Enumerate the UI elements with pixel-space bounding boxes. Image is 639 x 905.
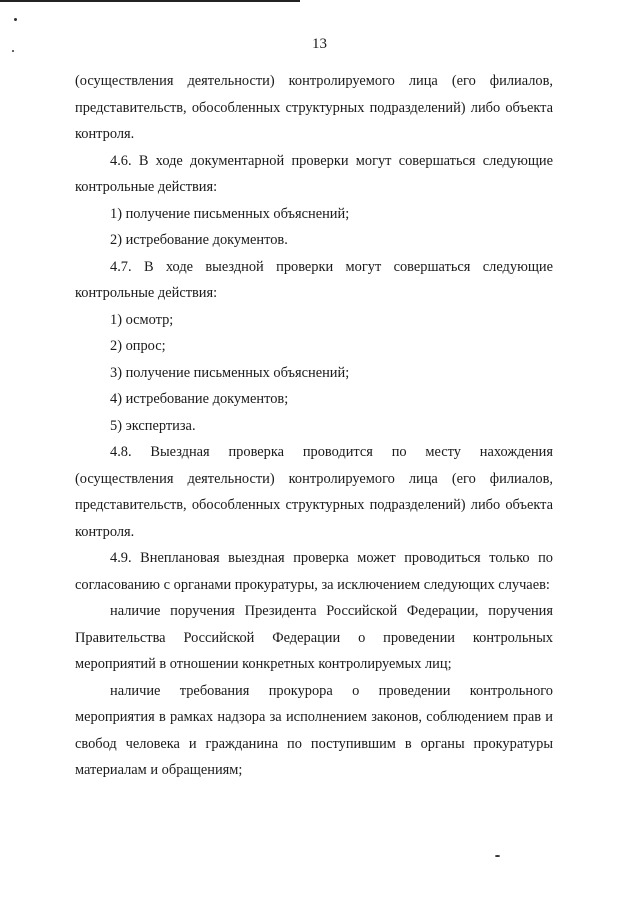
exception-case: наличие требования прокурора о проведении контрольного мероприятия в рамках надзора за исполнением законов, соблюдением прав и свобод человека и гражданина по поступившим в органы прокуратуры материалам и обращениям; — [75, 682, 553, 778]
list-item: 1) осмотр; — [110, 311, 174, 328]
paragraph-continuation: (осуществления деятельности) контролируемого лица (его филиалов, представительств, обособленных структурных подразделений) либо объекта контроля. — [75, 73, 553, 142]
scan-speck — [14, 18, 17, 21]
paragraph-4-6: 4.6. В ходе документарной проверки могут совершаться следующие контрольные действия: — [75, 152, 553, 195]
list-item: 4) истребование документов; — [110, 391, 289, 407]
list-item: 2) истребование документов. — [110, 232, 288, 248]
list-item: 3) получение письменных объяснений; — [110, 364, 350, 381]
top-edge-rule — [0, 0, 300, 2]
paragraph-4-7: 4.7. В ходе выездной проверки могут совершаться следующие контрольные действия: — [75, 258, 553, 301]
list-item: 5) экспертиза. — [110, 417, 196, 434]
paragraph-4-9: 4.9. Внеплановая выездная проверка может проводиться только по согласованию с органами прокуратуры, за исключением следующих случаев: — [75, 550, 553, 593]
paragraph-4-8: 4.8. Выездная проверка проводится по месту нахождения (осуществления деятельности) контролируемого лица (его филиалов, представительств, обособленных структурных подразделений) либо объекта контроля. — [75, 444, 553, 540]
page-number: 13 — [312, 36, 327, 52]
document-body — [75, 68, 553, 784]
list-item: 1) получение письменных объяснений; — [110, 205, 350, 222]
scan-speck — [495, 855, 500, 857]
exception-case: наличие поручения Президента Российской Федерации, поручения Правительства Российской Федерации о проведении контрольных мероприятий в отношении конкретных контролируемых лиц; — [75, 603, 553, 672]
list-item: 2) опрос; — [110, 338, 166, 354]
